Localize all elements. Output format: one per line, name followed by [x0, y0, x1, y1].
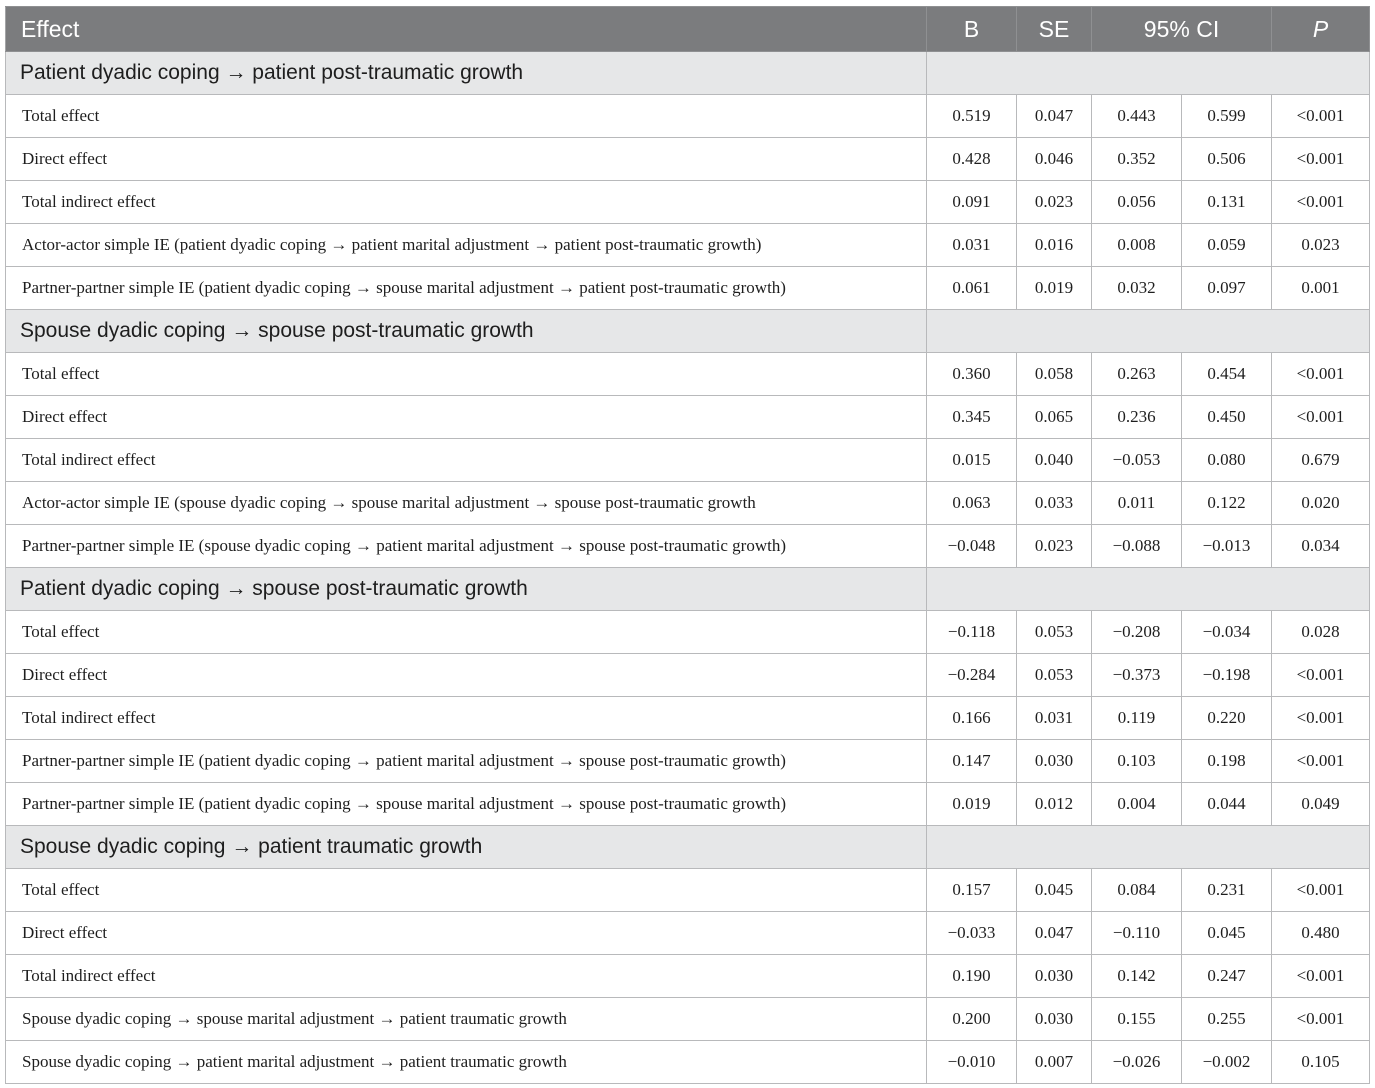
cell-ci-low: 0.443	[1092, 95, 1182, 138]
cell-b: −0.033	[927, 912, 1017, 955]
table-row	[6, 1041, 1370, 1084]
table-row	[6, 654, 1370, 697]
cell-ci-low: 0.084	[1092, 869, 1182, 912]
section-header-row	[6, 52, 1370, 95]
cell-p: <0.001	[1272, 697, 1370, 740]
cell-ci-low: 0.103	[1092, 740, 1182, 783]
cell-p: <0.001	[1272, 654, 1370, 697]
cell-ci-low: 0.142	[1092, 955, 1182, 998]
effect-label: Direct effect	[6, 138, 927, 181]
table-row	[6, 482, 1370, 525]
cell-ci-low: −0.208	[1092, 611, 1182, 654]
cell-ci-low: −0.110	[1092, 912, 1182, 955]
cell-ci-low: 0.263	[1092, 353, 1182, 396]
cell-b: −0.048	[927, 525, 1017, 568]
effect-label: Spouse dyadic coping → patient marital adjustment → patient traumatic growth	[6, 1041, 927, 1084]
cell-se: 0.019	[1017, 267, 1092, 310]
cell-se: 0.058	[1017, 353, 1092, 396]
effect-label: Total effect	[6, 95, 927, 138]
effect-label: Actor-actor simple IE (spouse dyadic coping → spouse marital adjustment → spouse post-traumatic growth	[6, 482, 927, 525]
cell-p: 0.679	[1272, 439, 1370, 482]
cell-p: <0.001	[1272, 181, 1370, 224]
table-row	[6, 525, 1370, 568]
header-p: P	[1272, 7, 1370, 52]
section-blank-cell	[927, 826, 1370, 869]
cell-ci-high: 0.454	[1182, 353, 1272, 396]
cell-ci-high: 0.450	[1182, 396, 1272, 439]
cell-b: −0.118	[927, 611, 1017, 654]
cell-se: 0.065	[1017, 396, 1092, 439]
cell-se: 0.023	[1017, 181, 1092, 224]
cell-ci-high: 0.044	[1182, 783, 1272, 826]
cell-b: 0.063	[927, 482, 1017, 525]
section-title: Patient dyadic coping → patient post-traumatic growth	[6, 52, 927, 95]
cell-se: 0.045	[1017, 869, 1092, 912]
cell-se: 0.033	[1017, 482, 1092, 525]
cell-ci-high: 0.122	[1182, 482, 1272, 525]
cell-ci-high: 0.220	[1182, 697, 1272, 740]
cell-ci-high: 0.255	[1182, 998, 1272, 1041]
cell-ci-low: 0.352	[1092, 138, 1182, 181]
cell-ci-low: 0.155	[1092, 998, 1182, 1041]
cell-ci-low: 0.004	[1092, 783, 1182, 826]
header-se: SE	[1017, 7, 1092, 52]
cell-b: 0.091	[927, 181, 1017, 224]
table-row	[6, 353, 1370, 396]
cell-se: 0.047	[1017, 912, 1092, 955]
table-row	[6, 181, 1370, 224]
cell-b: 0.519	[927, 95, 1017, 138]
cell-p: 0.020	[1272, 482, 1370, 525]
cell-ci-high: 0.599	[1182, 95, 1272, 138]
section-blank-cell	[927, 310, 1370, 353]
cell-se: 0.023	[1017, 525, 1092, 568]
table-row	[6, 955, 1370, 998]
cell-ci-high: 0.059	[1182, 224, 1272, 267]
cell-se: 0.031	[1017, 697, 1092, 740]
header-b: B	[927, 7, 1017, 52]
cell-p: <0.001	[1272, 138, 1370, 181]
cell-ci-low: 0.008	[1092, 224, 1182, 267]
cell-p: 0.001	[1272, 267, 1370, 310]
table-row	[6, 267, 1370, 310]
section-blank-cell	[927, 52, 1370, 95]
cell-p: 0.028	[1272, 611, 1370, 654]
table-body	[6, 52, 1370, 1084]
cell-p: <0.001	[1272, 740, 1370, 783]
section-header-row	[6, 310, 1370, 353]
header-row	[6, 7, 1370, 52]
cell-ci-high: −0.198	[1182, 654, 1272, 697]
cell-ci-low: 0.119	[1092, 697, 1182, 740]
results-table	[5, 6, 1370, 1084]
cell-ci-high: 0.080	[1182, 439, 1272, 482]
cell-se: 0.046	[1017, 138, 1092, 181]
table-row	[6, 439, 1370, 482]
effect-label: Partner-partner simple IE (patient dyadic coping → spouse marital adjustment → spouse post-traumatic growth)	[6, 783, 927, 826]
cell-p: <0.001	[1272, 95, 1370, 138]
effect-label: Direct effect	[6, 654, 927, 697]
cell-b: 0.061	[927, 267, 1017, 310]
section-blank-cell	[927, 568, 1370, 611]
cell-ci-high: 0.506	[1182, 138, 1272, 181]
cell-ci-low: −0.026	[1092, 1041, 1182, 1084]
cell-ci-high: −0.002	[1182, 1041, 1272, 1084]
table-row	[6, 740, 1370, 783]
effect-label: Total effect	[6, 611, 927, 654]
cell-b: 0.031	[927, 224, 1017, 267]
cell-p: <0.001	[1272, 998, 1370, 1041]
cell-p: 0.034	[1272, 525, 1370, 568]
section-title: Spouse dyadic coping → patient traumatic growth	[6, 826, 927, 869]
section-title: Patient dyadic coping → spouse post-traumatic growth	[6, 568, 927, 611]
cell-se: 0.030	[1017, 955, 1092, 998]
cell-ci-low: −0.088	[1092, 525, 1182, 568]
cell-b: 0.360	[927, 353, 1017, 396]
cell-b: 0.166	[927, 697, 1017, 740]
effect-label: Partner-partner simple IE (patient dyadic coping → patient marital adjustment → spouse post-traumatic growth)	[6, 740, 927, 783]
section-header-row	[6, 826, 1370, 869]
cell-b: 0.157	[927, 869, 1017, 912]
table-row	[6, 998, 1370, 1041]
table-row	[6, 869, 1370, 912]
cell-ci-high: −0.034	[1182, 611, 1272, 654]
section-title: Spouse dyadic coping → spouse post-traumatic growth	[6, 310, 927, 353]
cell-se: 0.047	[1017, 95, 1092, 138]
cell-ci-high: 0.045	[1182, 912, 1272, 955]
cell-b: 0.200	[927, 998, 1017, 1041]
cell-ci-high: 0.131	[1182, 181, 1272, 224]
cell-ci-low: −0.373	[1092, 654, 1182, 697]
cell-se: 0.030	[1017, 998, 1092, 1041]
cell-ci-low: 0.011	[1092, 482, 1182, 525]
cell-se: 0.053	[1017, 654, 1092, 697]
effect-label: Actor-actor simple IE (patient dyadic coping → patient marital adjustment → patient post-traumatic growth)	[6, 224, 927, 267]
cell-se: 0.030	[1017, 740, 1092, 783]
section-header-row	[6, 568, 1370, 611]
effect-label: Total indirect effect	[6, 697, 927, 740]
cell-ci-high: 0.198	[1182, 740, 1272, 783]
cell-se: 0.016	[1017, 224, 1092, 267]
effect-label: Total indirect effect	[6, 181, 927, 224]
cell-se: 0.007	[1017, 1041, 1092, 1084]
cell-b: 0.345	[927, 396, 1017, 439]
table-row	[6, 138, 1370, 181]
cell-p: 0.049	[1272, 783, 1370, 826]
cell-b: 0.015	[927, 439, 1017, 482]
cell-p: <0.001	[1272, 955, 1370, 998]
table-row	[6, 95, 1370, 138]
cell-ci-high: −0.013	[1182, 525, 1272, 568]
cell-ci-high: 0.231	[1182, 869, 1272, 912]
cell-se: 0.053	[1017, 611, 1092, 654]
cell-b: 0.190	[927, 955, 1017, 998]
effect-label: Total effect	[6, 869, 927, 912]
cell-b: −0.284	[927, 654, 1017, 697]
effect-label: Total indirect effect	[6, 955, 927, 998]
cell-ci-low: 0.236	[1092, 396, 1182, 439]
cell-p: <0.001	[1272, 396, 1370, 439]
effect-label: Partner-partner simple IE (patient dyadic coping → spouse marital adjustment → patient post-traumatic growth)	[6, 267, 927, 310]
cell-b: −0.010	[927, 1041, 1017, 1084]
cell-p: 0.105	[1272, 1041, 1370, 1084]
cell-b: 0.428	[927, 138, 1017, 181]
effect-label: Partner-partner simple IE (spouse dyadic coping → patient marital adjustment → spouse post-traumatic growth)	[6, 525, 927, 568]
cell-ci-low: 0.032	[1092, 267, 1182, 310]
effect-label: Direct effect	[6, 912, 927, 955]
table-row	[6, 396, 1370, 439]
effect-label: Total effect	[6, 353, 927, 396]
table-row	[6, 697, 1370, 740]
effect-label: Total indirect effect	[6, 439, 927, 482]
header-ci: 95% CI	[1092, 7, 1272, 52]
header-effect: Effect	[6, 7, 927, 52]
cell-ci-low: −0.053	[1092, 439, 1182, 482]
cell-p: 0.480	[1272, 912, 1370, 955]
cell-ci-low: 0.056	[1092, 181, 1182, 224]
cell-p: <0.001	[1272, 353, 1370, 396]
effect-label: Direct effect	[6, 396, 927, 439]
table-row	[6, 611, 1370, 654]
cell-ci-high: 0.247	[1182, 955, 1272, 998]
table-row	[6, 224, 1370, 267]
table-row	[6, 912, 1370, 955]
cell-se: 0.012	[1017, 783, 1092, 826]
effect-label: Spouse dyadic coping → spouse marital adjustment → patient traumatic growth	[6, 998, 927, 1041]
cell-b: 0.147	[927, 740, 1017, 783]
cell-p: <0.001	[1272, 869, 1370, 912]
cell-se: 0.040	[1017, 439, 1092, 482]
cell-ci-high: 0.097	[1182, 267, 1272, 310]
table-row	[6, 783, 1370, 826]
cell-p: 0.023	[1272, 224, 1370, 267]
cell-b: 0.019	[927, 783, 1017, 826]
